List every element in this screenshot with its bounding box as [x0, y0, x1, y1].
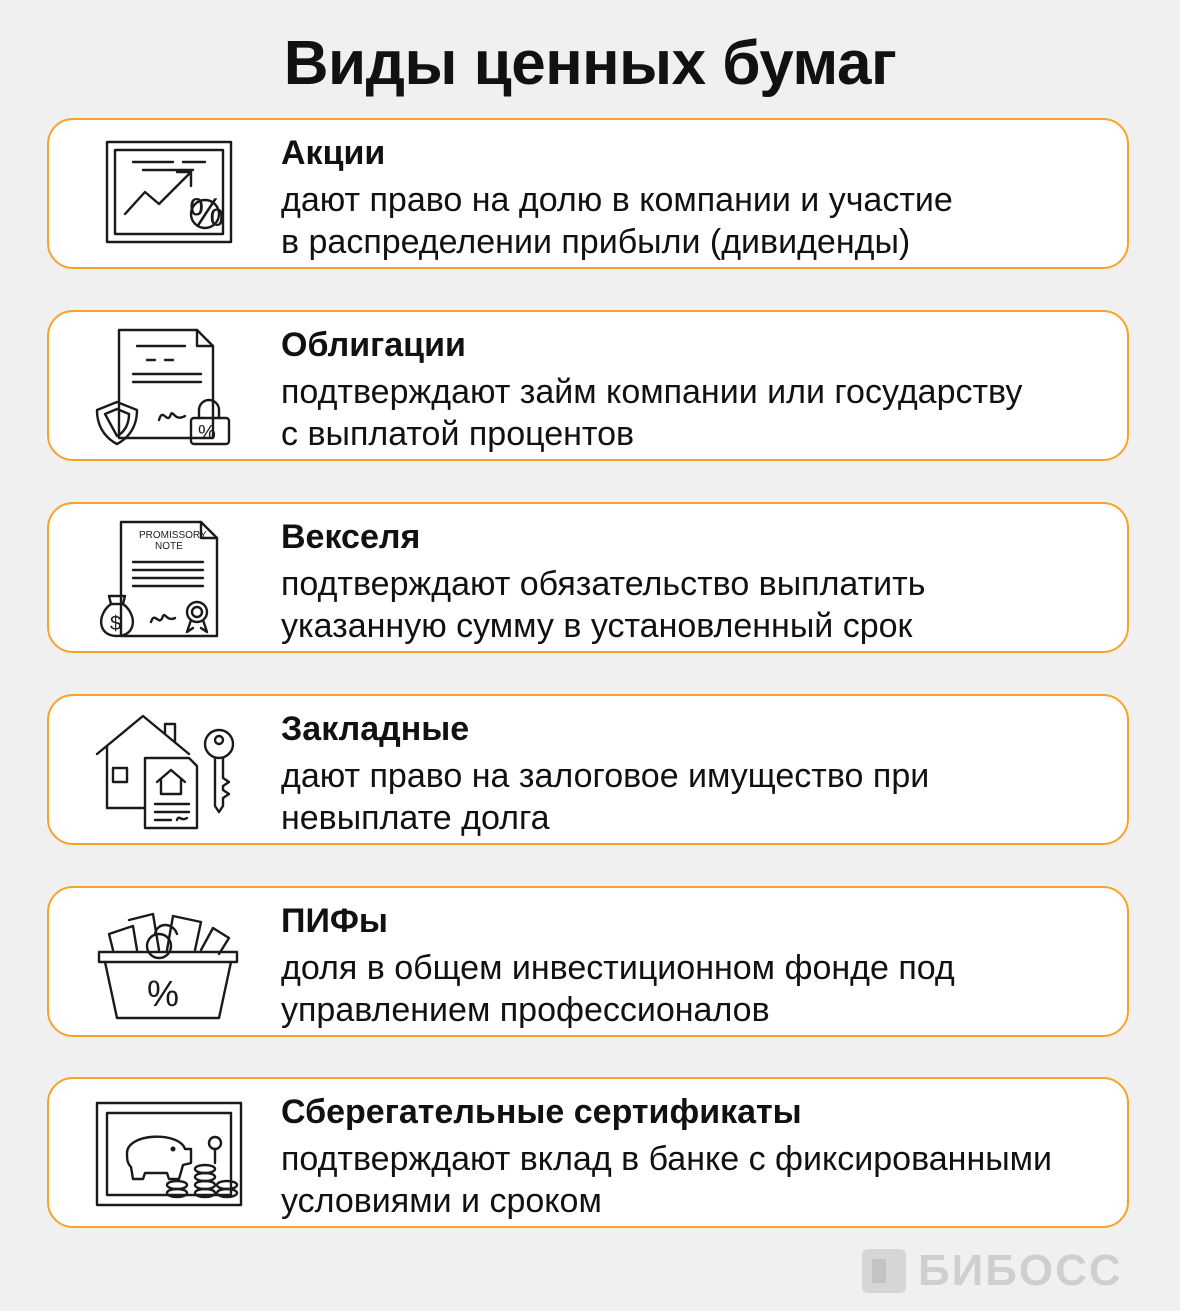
card-mortgages — [47, 694, 1129, 845]
card-line: дают право на залоговое имущество при — [281, 757, 930, 795]
card-mutual-funds — [47, 886, 1129, 1037]
bond-document-shield-lock-icon — [93, 326, 243, 446]
card-line: подтверждают обязательство выплатить — [281, 565, 926, 603]
card-bonds — [47, 310, 1129, 461]
card-savings-certificates — [47, 1077, 1129, 1228]
card-line: доля в общем инвестиционном фонде под — [281, 949, 955, 987]
card-line: управлением профессионалов — [281, 991, 770, 1029]
savings-certificate-piggy-bank-icon — [93, 1093, 243, 1213]
icon-caption: PROMISSORY — [139, 530, 207, 541]
card-line: невыплате долга — [281, 799, 550, 837]
card-description — [281, 947, 1121, 1031]
card-heading: Сберегательные сертификаты — [281, 1093, 802, 1131]
card-line: указанную сумму в установленный срок — [281, 607, 913, 645]
promissory-note-icon — [93, 518, 243, 638]
card-line: с выплатой процентов — [281, 415, 635, 453]
card-heading: Облигации — [281, 326, 466, 364]
card-description — [281, 563, 1121, 647]
card-description — [281, 755, 1121, 839]
card-stocks — [47, 118, 1129, 269]
svg-text:%: % — [147, 973, 180, 1014]
page-title: Виды ценных бумаг — [283, 29, 897, 98]
card-promissory-notes — [47, 502, 1129, 653]
card-description — [281, 1138, 1121, 1222]
house-key-document-icon — [93, 710, 243, 830]
card-line: дают право на долю в компании и участие — [281, 181, 953, 219]
card-heading: Векселя — [281, 518, 421, 556]
card-line: подтверждают вклад в банке с фиксированными — [281, 1140, 1053, 1178]
svg-text:$: $ — [110, 613, 122, 635]
card-heading: Акции — [281, 134, 386, 172]
card-heading: ПИФы — [281, 902, 388, 940]
logo-mark-icon — [862, 1249, 906, 1293]
card-line: подтверждают займ компании или государству — [281, 373, 1023, 411]
logo-text: БИБОСС — [918, 1246, 1123, 1295]
card-line: условиями и сроком — [281, 1182, 602, 1220]
svg-text:%: % — [198, 422, 216, 444]
card-description — [281, 371, 1121, 455]
fund-basket-percent-icon — [93, 902, 243, 1022]
brand-logo — [862, 1248, 1123, 1294]
card-description — [281, 179, 1121, 263]
card-line: в распределении прибыли (дивиденды) — [281, 223, 911, 261]
stock-certificate-percent-icon — [93, 134, 243, 254]
icon-caption: NOTE — [155, 541, 183, 552]
card-heading: Закладные — [281, 710, 470, 748]
svg-text:%: % — [189, 191, 225, 235]
